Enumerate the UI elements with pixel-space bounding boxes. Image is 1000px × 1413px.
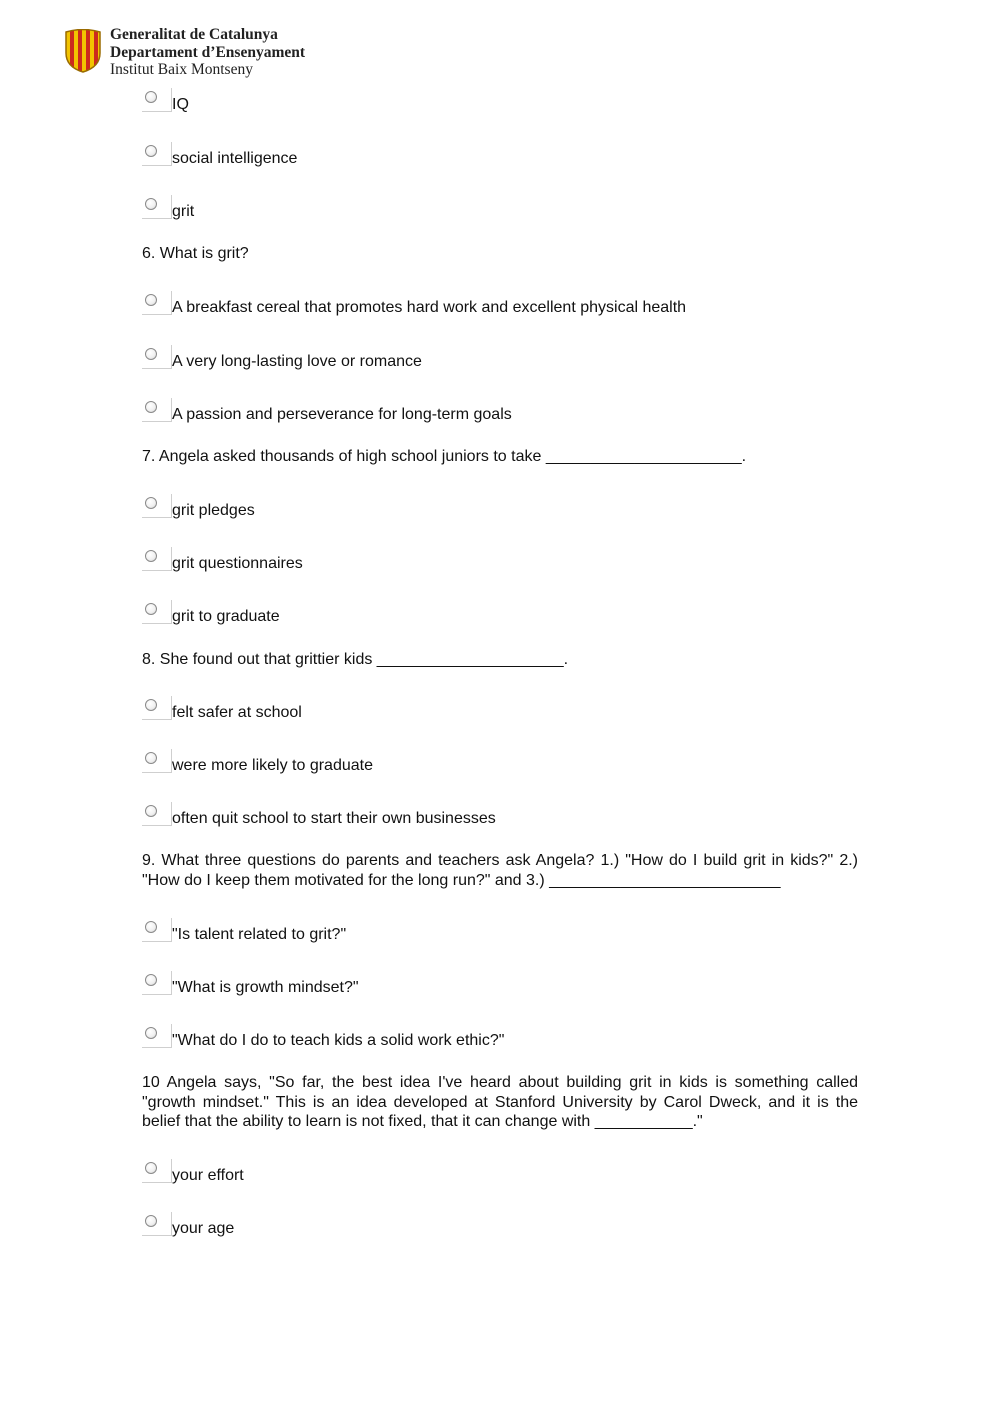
- option-label: often quit school to start their own businesses: [172, 810, 496, 827]
- radio-button[interactable]: [145, 752, 157, 764]
- option-label: grit pledges: [172, 502, 255, 519]
- option-label: social intelligence: [172, 150, 298, 167]
- option-label: your age: [172, 1220, 235, 1237]
- radio-button[interactable]: [145, 805, 157, 817]
- radio-button[interactable]: [145, 198, 157, 210]
- option-label: "Is talent related to grit?": [172, 926, 347, 943]
- radio-button[interactable]: [145, 1215, 157, 1227]
- option-label: "What do I do to teach kids a solid work ethic?": [172, 1032, 505, 1049]
- org-line-3: Institut Baix Montseny: [110, 61, 253, 78]
- radio-button[interactable]: [145, 1027, 157, 1039]
- radio-button[interactable]: [145, 603, 157, 615]
- org-line-2: Departament d’Ensenyament: [110, 43, 306, 61]
- radio-button[interactable]: [145, 91, 157, 103]
- radio-button[interactable]: [145, 401, 157, 413]
- option-label: grit questionnaires: [172, 555, 303, 572]
- radio-button[interactable]: [145, 699, 157, 711]
- option-label: grit to graduate: [172, 608, 280, 625]
- radio-button[interactable]: [145, 921, 157, 933]
- option-label: "What is growth mindset?": [172, 979, 359, 996]
- option-label: felt safer at school: [172, 704, 302, 721]
- radio-button[interactable]: [145, 348, 157, 360]
- option-label: grit: [172, 203, 195, 220]
- radio-button[interactable]: [145, 497, 157, 509]
- question-7: 7. Angela asked thousands of high school juniors to take ______________________.: [142, 448, 747, 465]
- radio-button[interactable]: [145, 550, 157, 562]
- option-label: were more likely to graduate: [172, 757, 373, 774]
- institution-name: [110, 26, 305, 78]
- question-10: 10 Angela says, "So far, the best idea I've heard about building grit in kids is something called "growth mindset." This is an idea developed at Stanford University by Carol Dweck, and it is the belief that the ability to learn is not fixed, that it can change with ___________.": [142, 1074, 858, 1130]
- org-line-1: Generalitat de Catalunya: [110, 26, 278, 43]
- radio-button[interactable]: [145, 974, 157, 986]
- option-label: A passion and perseverance for long-term goals: [172, 406, 512, 423]
- option-label: A very long-lasting love or romance: [172, 353, 422, 370]
- option-label: your effort: [172, 1167, 244, 1184]
- catalonia-coat-of-arms-icon: [64, 29, 102, 73]
- question-8: 8. She found out that grittier kids _____________________.: [142, 651, 569, 668]
- radio-button[interactable]: [145, 145, 157, 157]
- question-6: 6. What is grit?: [142, 245, 249, 262]
- radio-button[interactable]: [145, 1162, 157, 1174]
- option-label: A breakfast cereal that promotes hard work and excellent physical health: [172, 299, 687, 316]
- question-9: 9. What three questions do parents and teachers ask Angela? 1.) "How do I build grit in kids?" 2.) "How do I keep them motivated for the long run?" and 3.) __________________________: [142, 852, 858, 889]
- radio-button[interactable]: [145, 294, 157, 306]
- option-label: IQ: [172, 96, 189, 113]
